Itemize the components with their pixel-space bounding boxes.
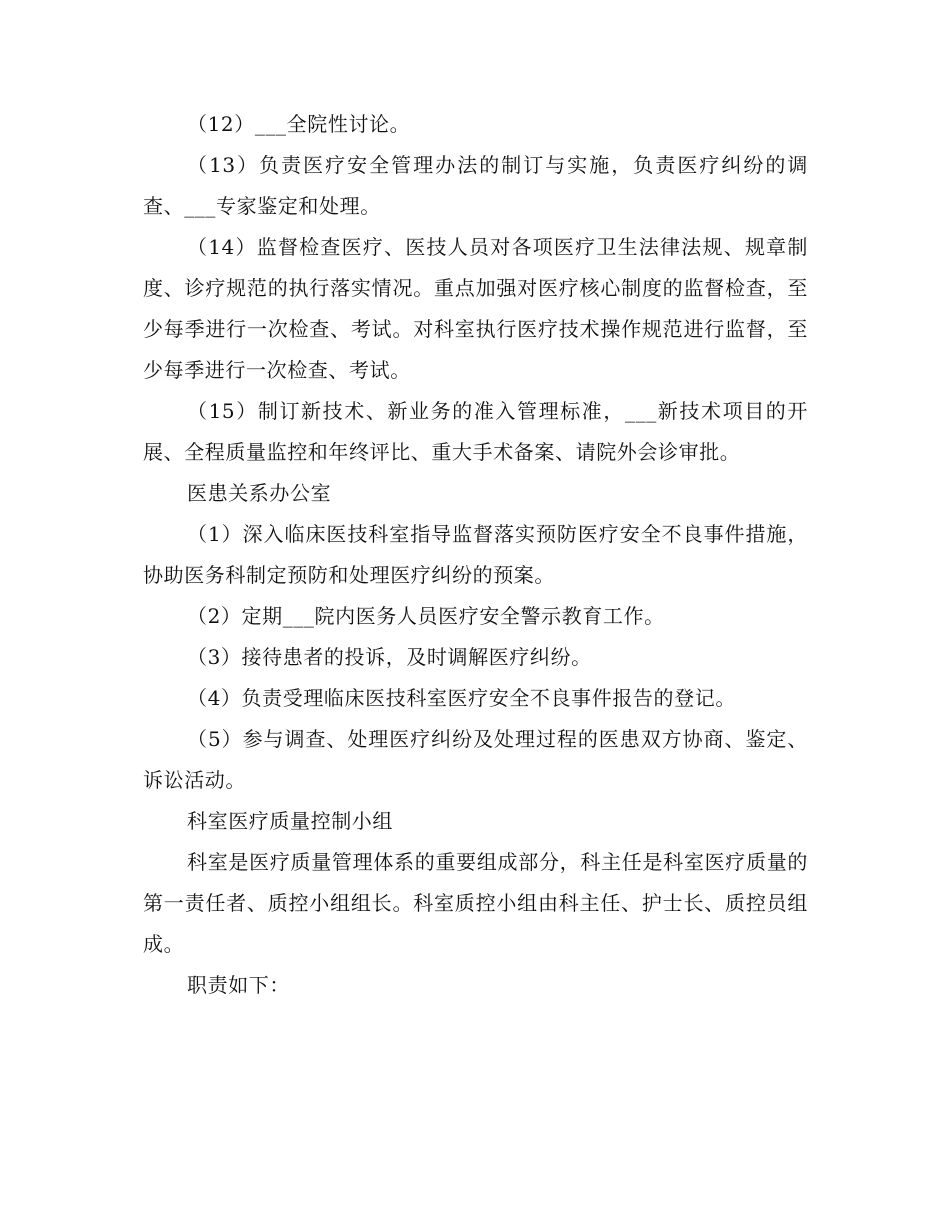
document-body xyxy=(143,104,808,1006)
paragraph-item-13: （13）负责医疗安全管理办法的制订与实施，负责医疗纠纷的调查、___专家鉴定和处理。 xyxy=(143,153,808,218)
section-heading-quality-control-group: 科室医疗质量控制小组 xyxy=(187,809,393,833)
section-heading-doctor-patient-office: 医患关系办公室 xyxy=(187,481,332,505)
paragraph-item-12: （12）___全院性讨论。 xyxy=(187,112,411,136)
paragraph-quality-control-intro: 科室是医疗质量管理体系的重要组成部分，科主任是科室医疗质量的第一责任者、质控小组组长。科室质控小组由科主任、护士长、质控员组成。 xyxy=(143,850,808,956)
paragraph-item-15: （15）制订新技术、新业务的准入管理标准，___新技术项目的开展、全程质量监控和年终评比、重大手术备案、请院外会诊审批。 xyxy=(143,399,808,464)
paragraph-item-14: （14）监督检查医疗、医技人员对各项医疗卫生法律法规、规章制度、诊疗规范的执行落实情况。重点加强对医疗核心制度的监督检查，至少每季进行一次检查、考试。对科室执行医疗技术操作规范进行监督，至少每季进行一次检查、考试。 xyxy=(143,235,808,382)
paragraph-item-3: （3）接待患者的投诉，及时调解医疗纠纷。 xyxy=(187,645,592,669)
paragraph-item-4: （4）负责受理临床医技科室医疗安全不良事件报告的登记。 xyxy=(187,686,736,710)
paragraph-item-5: （5）参与调查、处理医疗纠纷及处理过程的医患双方协商、鉴定、诉讼活动。 xyxy=(143,727,808,792)
paragraph-item-2: （2）定期___院内医务人员医疗安全警示教育工作。 xyxy=(187,604,665,628)
paragraph-item-1: （1）深入临床医技科室指导监督落实预防医疗安全不良事件措施，协助医务科制定预防和处理医疗纠纷的预案。 xyxy=(143,522,808,587)
paragraph-duties-intro: 职责如下： xyxy=(187,973,290,997)
